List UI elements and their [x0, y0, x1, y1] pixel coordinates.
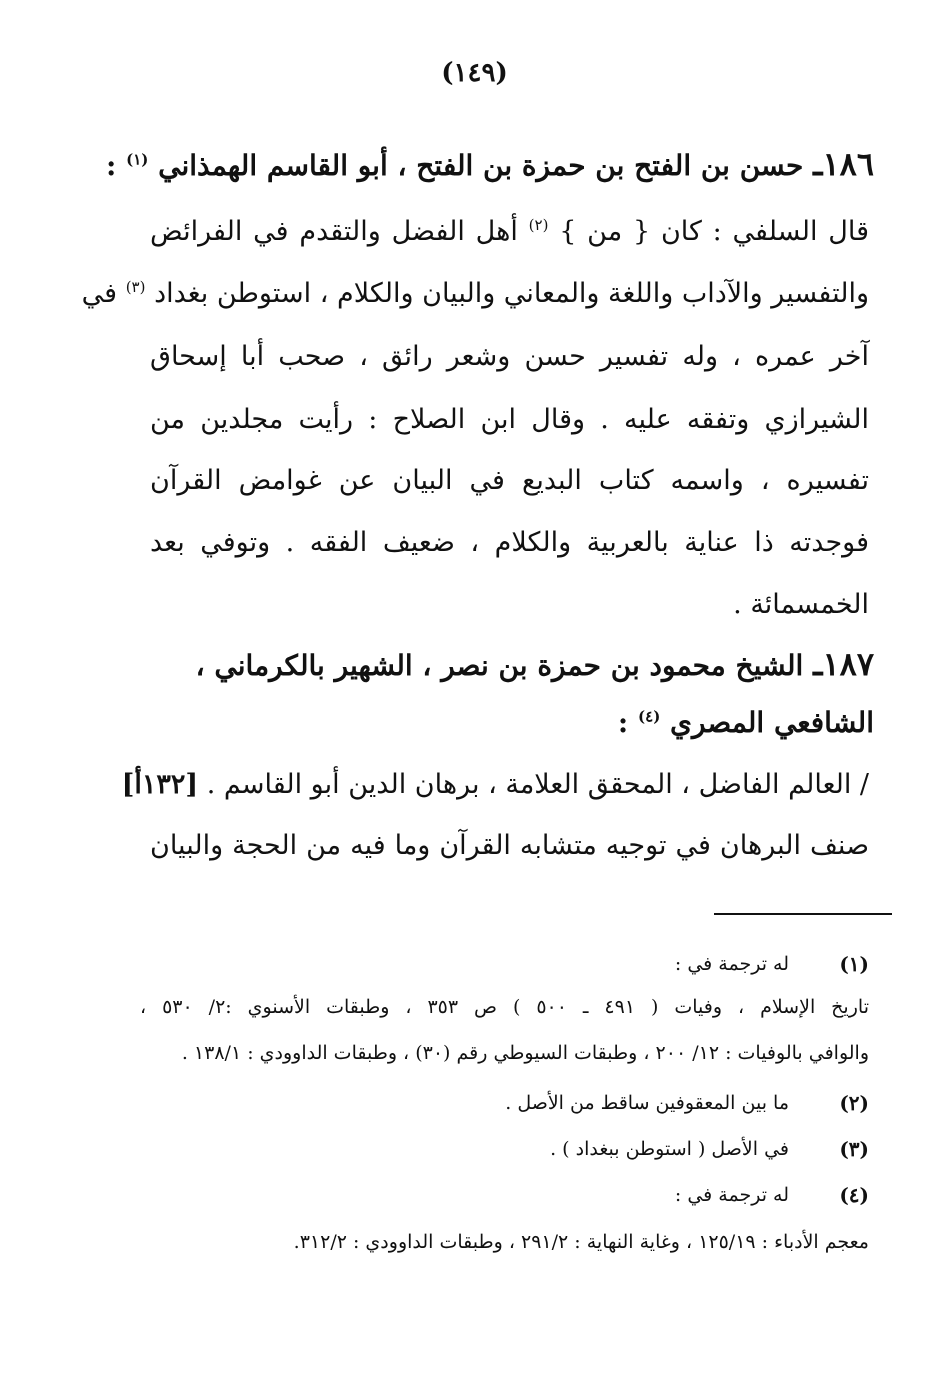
- footnote-1-line-2: تاريخ الإسلام ، وفيات ( ٤٩١ ـ ٥٠٠ ) ص ٣٥٣ ، وطبقات الأسنوي :٢/ ٥٣٠ ،: [140, 996, 869, 1018]
- entry-186-title: حسن بن الفتح بن حمزة بن الفتح ، أبو القاسم الهمذاني: [158, 149, 804, 182]
- line-text: أهل الفضل والتقدم في الفرائض: [150, 216, 518, 247]
- footnote-number: (١): [839, 952, 869, 976]
- line-text: في: [81, 278, 118, 309]
- footnote-4-line-2: معجم الأدباء : ١٢٥/١٩ ، وغاية النهاية : ٢٩١/٢ ، وطبقات الداوودي : ٣١٢/٢.: [293, 1231, 869, 1253]
- footnote-ref-1: (١): [126, 150, 149, 169]
- footnote-number: (٣): [839, 1137, 869, 1161]
- entry-186-line-5: تفسيره ، واسمه كتاب البديع في البيان عن غوامض القرآن: [150, 465, 869, 496]
- entry-187-title-cont: الشافعي المصري: [670, 706, 874, 739]
- footnote-number: (٤): [839, 1183, 869, 1207]
- footnote-text: له ترجمة في :: [674, 1184, 789, 1206]
- entry-187-line-2: صنف البرهان في توجيه متشابه القرآن وما فيه من الحجة والبيان: [150, 830, 869, 861]
- entry-186-line-3: آخر عمره ، وله تفسير حسن وشعر رائق ، صحب أبا إسحاق: [150, 341, 869, 372]
- page-number: (١٤٩): [441, 58, 508, 88]
- footnote-2: [135, 1088, 869, 1118]
- heading-colon: :: [617, 706, 629, 739]
- entry-187-heading: [170, 643, 874, 685]
- footnote-text: ما بين المعقوفين ساقط من الأصل .: [505, 1092, 789, 1114]
- heading-colon: :: [105, 149, 117, 182]
- entry-186-heading: [105, 143, 874, 185]
- footnote-3: [135, 1134, 869, 1164]
- footnote-1-line-3: والوافي بالوفيات : ١٢/ ٢٠٠ ، وطبقات السيوطي رقم (٣٠) ، وطبقات الداوودي : ١٣٨/١ .: [181, 1042, 869, 1064]
- entry-186-line-6: فوجدته ذا عناية بالعربية والكلام ، ضعيف الفقه . وتوفي بعد: [150, 527, 869, 558]
- footnote-1: [135, 949, 869, 979]
- footnote-ref-2: (٢): [528, 216, 549, 234]
- entry-186-line-4: الشيرازي وتفقه عليه . وقال ابن الصلاح : رأيت مجلدين من: [150, 404, 869, 435]
- footnote-divider: [714, 913, 892, 915]
- footnote-ref-4: (٤): [638, 707, 661, 726]
- line-text: / العالم الفاضل ، المحقق العلامة ، برهان الدين أبو القاسم .: [206, 769, 869, 800]
- entry-186-line-1: [150, 212, 869, 252]
- entry-186-number: ١٨٦ـ: [813, 145, 874, 183]
- footnote-4: [135, 1180, 869, 1210]
- folio-marker: [١٣٢أ]: [121, 769, 199, 800]
- footnote-ref-3: (٣): [125, 278, 146, 296]
- line-text: قال السلفي : كان { من }: [559, 216, 869, 247]
- entry-187-title: الشيخ محمود بن حمزة بن نصر ، الشهير بالكرماني ،: [195, 649, 804, 682]
- line-text: والتفسير والآداب واللغة والمعاني والبيان والكلام ، استوطن بغداد: [154, 278, 869, 309]
- entry-187-number: ١٨٧ـ: [813, 645, 874, 683]
- entry-187-line-1: [121, 765, 869, 805]
- entry-186-line-7: الخمسمائة .: [733, 589, 869, 620]
- footnote-text: له ترجمة في :: [674, 953, 789, 975]
- footnote-text: في الأصل ( استوطن ببغداد ) .: [550, 1138, 789, 1160]
- footnote-number: (٢): [839, 1091, 869, 1115]
- entry-186-line-2: [81, 274, 869, 314]
- entry-187-heading-cont: [170, 702, 874, 744]
